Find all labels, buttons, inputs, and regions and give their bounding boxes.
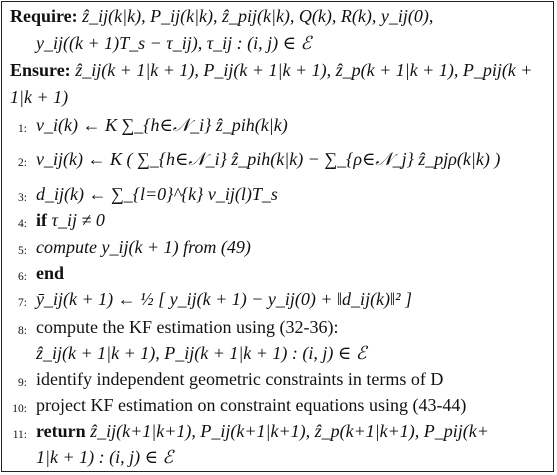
step-text: v_i(k) ← K ∑_{h∈𝒩_i} ẑ_pih(k|k) (36, 115, 288, 135)
step-text: compute y_ij(k + 1) from (49) (36, 237, 251, 257)
step-text: ẑ_ij(k+1|k+1), P_ij(k+1|k+1), ẑ_p(k+1|k+1), P_pij(k+ (90, 421, 489, 441)
step-number: 2: (18, 157, 27, 169)
if-keyword: if (36, 210, 47, 230)
step-number: 11: (12, 429, 27, 441)
step-text: ẑ_ij(k + 1|k + 1), P_ij(k + 1|k + 1) : (i, j) ∈ ℰ (36, 343, 367, 363)
end-keyword: end (36, 263, 65, 283)
step-number: 3: (18, 192, 27, 204)
step-number: 4: (18, 218, 27, 230)
step-text: 1|k + 1) : (i, j) ∈ ℰ (36, 447, 174, 467)
step-number: 10: (12, 403, 27, 415)
step-number: 5: (18, 245, 27, 257)
ensure-text-1: ẑ_ij(k + 1|k + 1), P_ij(k + 1|k + 1), ẑ_p(k + 1|k + 1), P_pij(k + (75, 60, 533, 80)
step-text: compute the KF estimation using (32-36): (36, 317, 339, 337)
return-keyword: return (36, 421, 86, 441)
step-number: 1: (18, 123, 27, 135)
step-text: ȳ_ij(k + 1) ← ½ [ y_ij(k + 1) − y_ij(0) + ‖d_ij(k)‖² ] (36, 289, 412, 309)
step-number: 8: (18, 325, 27, 337)
require-line-2 (36, 32, 311, 54)
step-text: τ_ij ≠ 0 (51, 210, 105, 230)
step-text: project KF estimation on constraint equations using (43-44) (36, 395, 467, 415)
require-label: Require: (10, 6, 78, 26)
step-text: v_ij(k) ← K ( ∑_{h∈𝒩_i} ẑ_pih(k|k) − ∑_{ρ∈𝒩_j} ẑ_pjρ(k|k) ) (36, 149, 501, 169)
ensure-line-1 (10, 59, 532, 81)
require-text-1: ẑ_ij(k|k), P_ij(k|k), ẑ_pij(k|k), Q(k), R(k), y_ij(0), (82, 6, 434, 26)
ensure-label: Ensure: (10, 60, 71, 80)
ensure-line-2 (10, 86, 68, 108)
step-number: 9: (18, 377, 27, 389)
require-text-2: y_ij((k + 1)T_s − τ_ij), τ_ij : (i, j) ∈ ℰ (36, 33, 312, 53)
step-text: d_ij(k) ← ∑_{l=0}^{k} v_ij(l)T_s (36, 184, 278, 204)
step-number: 7: (18, 297, 27, 309)
step-text: identify independent geometric constraints in terms of D (36, 369, 444, 389)
step-number: 6: (18, 271, 27, 283)
require-line-1 (10, 5, 433, 27)
ensure-text-2: 1|k + 1) (10, 87, 69, 107)
